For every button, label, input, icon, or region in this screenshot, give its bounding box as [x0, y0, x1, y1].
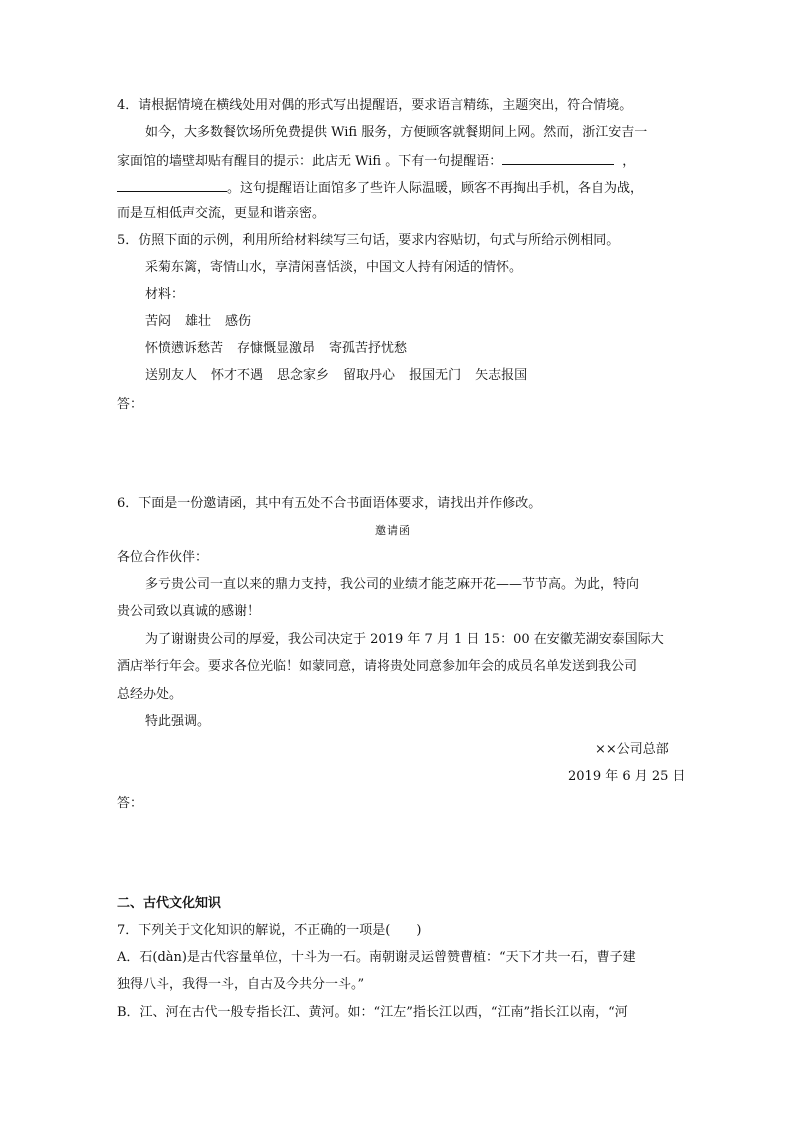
material-item: 送别友人	[145, 368, 198, 383]
letter-date: 2019 年 6 月 25 日	[568, 769, 686, 784]
q4-paragraph-line2	[117, 150, 635, 170]
q4-paragraph-line3-text: 。这句提醒语让面馆多了些许人际温暖，顾客不再掏出手机，各自为战，	[227, 181, 644, 196]
section-heading: 二、古代文化知识	[117, 896, 222, 911]
letter-body-line2: 贵公司致以真诚的感谢！	[117, 604, 261, 619]
q5-material-row2	[145, 339, 421, 359]
q5-example: 采菊东篱，寄情山水，享清闲喜恬淡，中国文人持有闲适的情怀。	[145, 260, 523, 275]
letter-closing: 特此强调。	[145, 714, 211, 729]
material-item: 感伤	[225, 314, 252, 329]
material-item: 留取丹心	[343, 368, 396, 383]
q4-paragraph-line3	[117, 177, 643, 197]
letter-salutation: 各位合作伙伴：	[117, 550, 209, 565]
material-item: 怀愤懑诉愁苦	[145, 341, 224, 356]
material-item: 报国无门	[409, 368, 462, 383]
material-item: 存慷慨显激昂	[237, 341, 316, 356]
letter-body-line1: 多亏贵公司一直以来的鼎力支持，我公司的业绩才能芝麻开花——节节高。为此，特向	[145, 577, 640, 592]
answer-blank-2[interactable]	[117, 177, 227, 192]
q4-comma: ，	[622, 154, 636, 169]
option-a-line2: 独得八斗，我得一斗，自古及今共分一斗。”	[117, 977, 365, 992]
option-a-line1: A．石(dàn)是古代容量单位，十斗为一石。南朝谢灵运曾赞曹植：“天下才共一石，曹子建	[117, 950, 636, 965]
material-item: 苦闷	[145, 314, 172, 329]
q4-paragraph-line4: 而是互相低声交流，更显和谐亲密。	[117, 206, 326, 221]
answer-blank-1[interactable]	[502, 150, 614, 165]
q6-answer-label: 答：	[117, 796, 144, 811]
material-item: 怀才不遇	[211, 368, 264, 383]
q5-material-label: 材料：	[145, 287, 185, 302]
q4-stem: 4．请根据情境在横线处用对偶的形式写出提醒语，要求语言精练，主题突出，符合情境。	[117, 98, 633, 113]
letter-body-line5: 总经办处。	[117, 687, 183, 702]
q7-stem: 7．下列关于文化知识的解说，不正确的一项是( )	[117, 923, 422, 938]
option-b-line1: B．江、河在古代一般专指长江、黄河。如：“江左”指长江以西，“江南”指长江以南，“河	[117, 1005, 628, 1020]
letter-signer: ××公司总部	[595, 742, 669, 757]
q5-material-row3	[145, 366, 541, 386]
letter-title: 邀请函	[375, 524, 411, 537]
q5-material-row1	[145, 312, 265, 332]
letter-body-line4: 酒店举行年会。要求各位光临！如蒙同意，请将贵处同意参加年会的成员名单发送到我公司	[117, 659, 638, 674]
material-item: 思念家乡	[277, 368, 330, 383]
material-item: 雄壮	[185, 314, 212, 329]
material-item: 矢志报国	[475, 368, 528, 383]
q5-answer-label: 答：	[117, 397, 144, 412]
q5-stem: 5．仿照下面的示例，利用所给材料续写三句话，要求内容贴切，句式与所给示例相同。	[117, 233, 620, 248]
material-item: 寄孤苦抒忧愁	[329, 341, 408, 356]
q6-stem: 6．下面是一份邀请函，其中有五处不合书面语体要求，请找出并作修改。	[117, 496, 542, 511]
letter-body-line3: 为了谢谢贵公司的厚爱，我公司决定于 2019 年 7 月 1 日 15：00 在安徽芜湖安泰国际大	[145, 632, 664, 647]
q4-paragraph-line1: 如今，大多数餐饮场所免费提供 Wifi 服务，方便顾客就餐期间上网。然而，浙江安吉一	[145, 125, 648, 140]
q4-paragraph-line2-text: 家面馆的墙壁却贴有醒目的提示：此店无 Wifi 。下有一句提醒语：	[117, 154, 503, 169]
